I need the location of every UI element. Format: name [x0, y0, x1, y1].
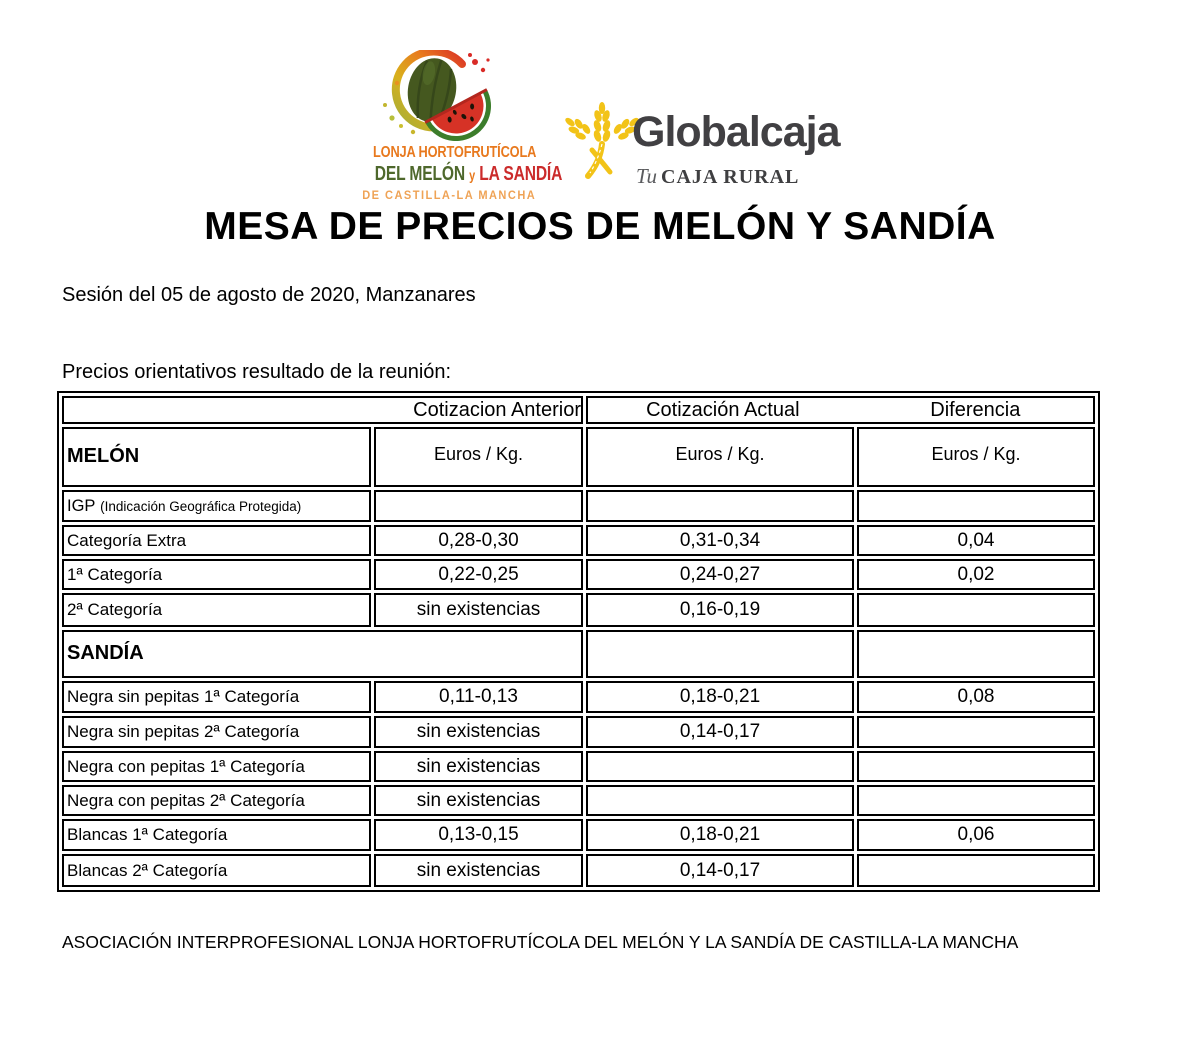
prev-cell: 0,28-0,30 — [374, 525, 583, 556]
diff-cell: 0,08 — [857, 681, 1095, 713]
header-cell-actual-diferencia — [586, 396, 1095, 424]
label-cell: Blancas 2ª Categoría — [62, 854, 371, 887]
igp-prev-cell — [374, 490, 583, 522]
table-header-row — [62, 396, 1095, 424]
current-cell: 0,24-0,27 — [586, 559, 854, 590]
sandia-diff-cell — [857, 630, 1095, 678]
igp-row — [62, 490, 1095, 522]
table-row — [62, 751, 1095, 782]
footer-text: ASOCIACIÓN INTERPROFESIONAL LONJA HORTOFRUTÍCOLA DEL MELÓN Y LA SANDÍA DE CASTILLA-LA MANCHA — [62, 932, 1019, 952]
diff-cell — [857, 716, 1095, 748]
igp-label-cell — [62, 490, 371, 522]
globalcaja-logo — [552, 98, 912, 198]
current-cell: 0,16-0,19 — [586, 593, 854, 627]
prev-cell: sin existencias — [374, 751, 583, 782]
label-cell: Negra con pepitas 1ª Categoría — [62, 751, 371, 782]
label-cell: 1ª Categoría — [62, 559, 371, 590]
unit-cell-prev: Euros / Kg. — [374, 427, 583, 487]
page-title: MESA DE PRECIOS DE MELÓN Y SANDÍA — [204, 205, 996, 248]
watermelon-logo-icon — [370, 50, 520, 142]
current-cell: 0,31-0,34 — [586, 525, 854, 556]
lonja-logo — [355, 50, 563, 202]
label-cell: Negra sin pepitas 1ª Categoría — [62, 681, 371, 713]
current-cell: 0,18-0,21 — [586, 819, 854, 851]
label-cell: Categoría Extra — [62, 525, 371, 556]
prev-cell: sin existencias — [374, 854, 583, 887]
table-row — [62, 854, 1095, 887]
igp-sublabel: (Indicación Geográfica Protegida) — [100, 499, 302, 514]
label-cell: Negra sin pepitas 2ª Categoría — [62, 716, 371, 748]
globalcaja-wordmark: Globalcaja — [632, 108, 840, 156]
prev-cell: sin existencias — [374, 593, 583, 627]
igp-current-cell — [586, 490, 854, 522]
igp-diff-cell — [857, 490, 1095, 522]
prev-cell: 0,13-0,15 — [374, 819, 583, 851]
current-cell — [586, 751, 854, 782]
header-label-diferencia: Diferencia — [930, 398, 1021, 421]
diff-cell — [857, 854, 1095, 887]
lonja-logo-line2-melon: DEL MELÓN — [374, 163, 465, 185]
intro-text: Precios orientativos resultado de la reunión: — [62, 361, 452, 383]
current-cell: 0,18-0,21 — [586, 681, 854, 713]
label-cell: Blancas 1ª Categoría — [62, 819, 371, 851]
prev-cell: 0,11-0,13 — [374, 681, 583, 713]
table-row — [62, 716, 1095, 748]
globalcaja-tagline — [636, 164, 799, 189]
igp-label: IGP — [67, 497, 96, 515]
lonja-logo-line3: DE CASTILLA-LA MANCHA — [362, 188, 537, 202]
globalcaja-tagline-caja-rural: CAJA RURAL — [661, 166, 800, 188]
sandia-current-cell — [586, 630, 854, 678]
melon-section-row — [62, 427, 1095, 487]
label-cell: 2ª Categoría — [62, 593, 371, 627]
prev-cell: sin existencias — [374, 716, 583, 748]
label-cell: Negra con pepitas 2ª Categoría — [62, 785, 371, 816]
table-row — [62, 593, 1095, 627]
session-date-text: Sesión del 05 de agosto de 2020, Manzanares — [62, 284, 476, 306]
prev-cell: 0,22-0,25 — [374, 559, 583, 590]
unit-cell-diff: Euros / Kg. — [857, 427, 1095, 487]
lonja-logo-line2-sandia: LA SANDÍA — [479, 163, 563, 185]
diff-cell — [857, 785, 1095, 816]
unit-cell-current: Euros / Kg. — [586, 427, 854, 487]
lonja-logo-line1: LONJA HORTOFRUTÍCOLA — [373, 144, 537, 161]
diff-cell: 0,04 — [857, 525, 1095, 556]
diff-cell — [857, 593, 1095, 627]
current-cell: 0,14-0,17 — [586, 716, 854, 748]
prev-cell: sin existencias — [374, 785, 583, 816]
diff-cell — [857, 751, 1095, 782]
header-cell-cotizacion-anterior: Cotizacion Anterior — [62, 396, 583, 424]
globalcaja-tagline-tu: Tu — [636, 164, 658, 188]
melon-section-label: MELÓN — [62, 427, 371, 487]
prices-table — [57, 391, 1100, 892]
current-cell — [586, 785, 854, 816]
table-row — [62, 681, 1095, 713]
header-label-cotizacion-actual: Cotización Actual — [646, 398, 800, 421]
sandia-section-row — [62, 630, 1095, 678]
diff-cell: 0,02 — [857, 559, 1095, 590]
table-row — [62, 525, 1095, 556]
table-row — [62, 819, 1095, 851]
table-row — [62, 559, 1095, 590]
diff-cell: 0,06 — [857, 819, 1095, 851]
sandia-section-label: SANDÍA — [62, 630, 583, 678]
table-row — [62, 785, 1095, 816]
current-cell: 0,14-0,17 — [586, 854, 854, 887]
lonja-logo-line2 — [374, 163, 563, 186]
lonja-logo-line2-y: y — [469, 167, 476, 183]
